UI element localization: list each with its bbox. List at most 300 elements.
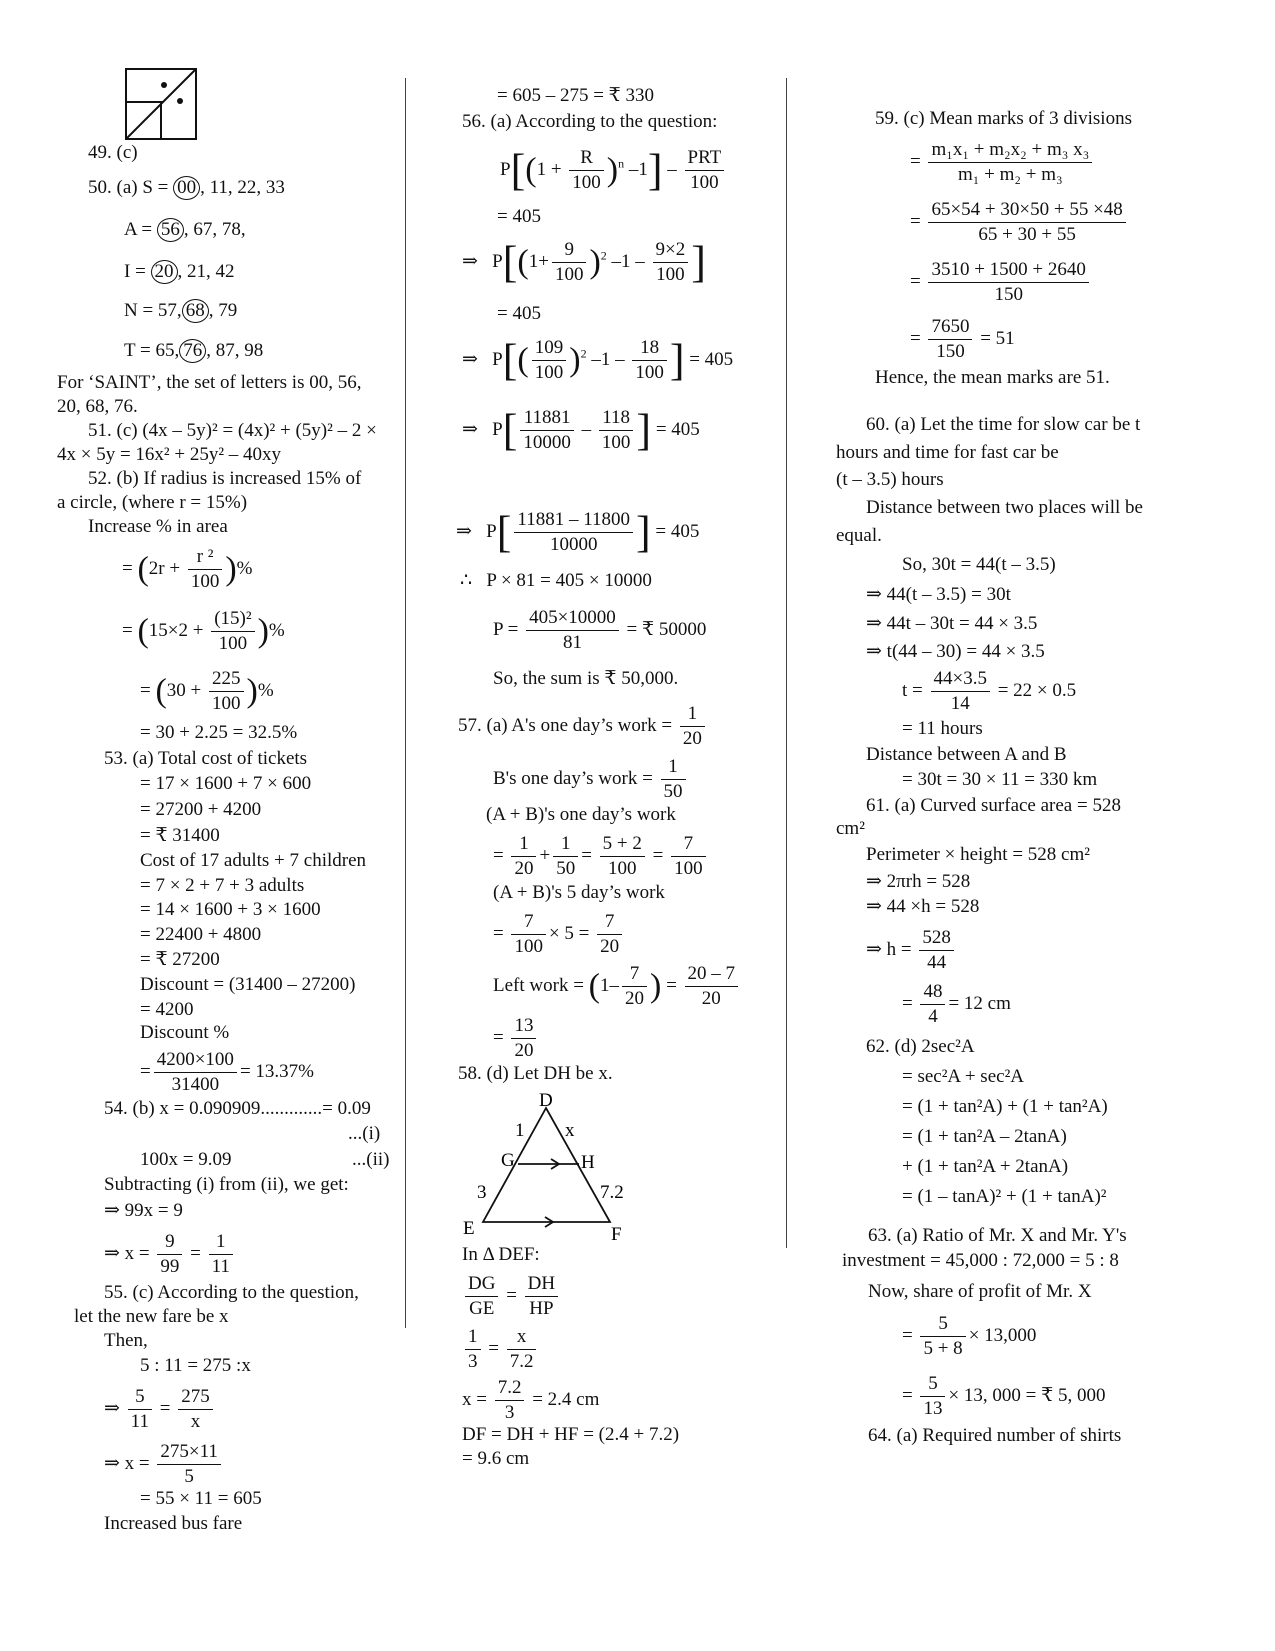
label-3: 3 [477, 1182, 487, 1203]
paren-close: ) [569, 341, 581, 379]
numerator: (15)² [211, 607, 254, 632]
denominator: 100 [212, 693, 241, 714]
q58-expr-1: $\frac{DG}{GE}$ = $\frac{DH}{HP}$ [462, 1272, 561, 1321]
paren-open: ( [137, 550, 149, 588]
term: 15×2 + [148, 619, 209, 641]
label-1: 1 [515, 1120, 525, 1141]
denominator: 5 + 8 [923, 1338, 963, 1359]
denominator: 7.2 [509, 1351, 534, 1372]
q58-expr-2: $\frac{1}{3}$ = $\frac{x}{7.2}$ [462, 1325, 539, 1374]
denominator: 100 [218, 633, 248, 654]
fraction [680, 702, 705, 751]
denominator: 5 [184, 1466, 194, 1487]
q57-line-3: (A + B)'s one day’s work [486, 804, 676, 825]
fraction [920, 1372, 945, 1421]
q59-expr-1: = $\frac{\text{m₁x₁ + m₂x₂ + m₃ x₃}}{\text{m₁ + m₂ + m₃}}$ [910, 138, 1095, 187]
numerator: 1 [209, 1230, 233, 1255]
q51-line-2: 4x × 5y = 16x² + 25y² – 40xy [57, 444, 282, 465]
percent: % [236, 557, 253, 579]
q50-line-s [88, 176, 285, 200]
numerator: PRT [685, 146, 725, 171]
numerator: 5 [920, 1312, 965, 1337]
q53-discount-expr [140, 1048, 314, 1097]
q60-line-7: ⇒ 44(t – 3.5) = 30t [866, 584, 1011, 605]
q64-line-1: 64. (a) Required number of shirts [868, 1425, 1122, 1446]
q62-line-4: = (1 + tan²A – 2tanA) [902, 1126, 1067, 1147]
numerator: 7.2 [495, 1376, 525, 1401]
saint-line-1: For ‘SAINT’, the set of letters is 00, 56, [57, 372, 362, 393]
denominator: 100 [656, 264, 685, 285]
q57-expr-3: Left work = (1– $\frac{7}{20}$ ) = $\frac{20 - 7}{20}$ [493, 962, 741, 1011]
numerator: 13 [511, 1014, 536, 1039]
q58-line-2: In Δ DEF: [462, 1244, 540, 1265]
fraction [622, 962, 647, 1011]
numerator: r ² [188, 545, 223, 570]
denominator: m₁ + m₂ + m₃ [958, 164, 1063, 185]
numerator: 9×2 [653, 238, 689, 263]
numerator: 5 [920, 1372, 945, 1397]
percent: % [268, 619, 285, 641]
label-e: E [463, 1218, 475, 1239]
q59-expr-4: = $\frac{7650}{150}$ = 51 [910, 316, 1015, 362]
q57-a-work: 57. (a) A's one day’s work = [458, 714, 677, 736]
q56-sum: So, the sum is ₹ 50,000. [493, 668, 679, 689]
bracket-open: [ [502, 405, 518, 455]
q56-expr-1: P[(1 + $\frac{R}{100}$ )$^n$ –1] – $\frac{\text{PRT}}{100}$ [500, 146, 727, 195]
q53-line-1: 53. (a) Total cost of tickets [104, 748, 308, 769]
q50-n-rest: , 79 [208, 300, 238, 321]
numerator: 1 [511, 832, 536, 857]
therefore-icon: ∴ [460, 570, 487, 591]
q53-line-12: Discount % [140, 1022, 230, 1043]
q59-expr-3: = $\frac{3510 + 1500 + 2640}{150}$ [910, 258, 1092, 307]
q53-line-2: = 17 × 1600 + 7 × 600 [140, 773, 312, 794]
q61-line-1: 61. (a) Curved surface area = 528 [866, 795, 1121, 816]
q57-expr-4: = $\frac{13}{20}$ [493, 1014, 539, 1063]
numerator: 48 [920, 980, 945, 1005]
q62-line-3: = (1 + tan²A) + (1 + tan²A) [902, 1096, 1108, 1117]
bracket-close: ] [647, 145, 663, 195]
q53-line-6: = 7 × 2 + 7 + 3 adults [140, 875, 305, 896]
q54-line-6: ⇒ 99x = 9 [104, 1200, 183, 1221]
denominator: GE [469, 1298, 495, 1319]
q58-expr-3: x = $\frac{7.2}{3}$ = 2.4 cm [462, 1377, 600, 1423]
q51-line-1: 51. (c) (4x – 5y)² = (4x)² + (5y)² – 2 × [88, 420, 377, 441]
implies: ⇒ [462, 418, 483, 440]
denominator: 100 [608, 858, 637, 879]
numerator: DG [465, 1272, 498, 1297]
paren-close: ) [589, 243, 601, 281]
fraction [188, 545, 223, 594]
denominator: 3 [468, 1351, 478, 1372]
paren-open: ( [525, 151, 537, 189]
circled-20: 20 [151, 260, 178, 284]
q55-continued: = 605 – 275 = ₹ 330 [497, 85, 655, 106]
q56-expr-2: ⇒ P[(1+ $\frac{9}{100}$ )$^2$ –1 – $\frac{9\times 2}{100}$ ] [462, 237, 706, 287]
fraction [211, 607, 254, 656]
denominator: 3 [504, 1402, 515, 1423]
fraction [157, 1230, 182, 1279]
bracket-close: ] [669, 335, 685, 385]
q53-line-7: = 14 × 1600 + 3 × 1600 [140, 899, 321, 920]
fraction [632, 336, 667, 385]
q56-line-1: 56. (a) According to the question: [462, 111, 718, 132]
label-h: H [581, 1152, 595, 1173]
q62-line-2: = sec²A + sec²A [902, 1066, 1024, 1087]
fraction [920, 980, 945, 1029]
q60-line-11: Distance between A and B [866, 744, 1067, 765]
paren-close: ) [606, 151, 619, 189]
q56-p81: P × 81 = 405 × 10000 [486, 570, 652, 591]
label-7-2: 7.2 [600, 1182, 624, 1203]
fraction [465, 1325, 481, 1374]
numerator: 11881 – 11800 [514, 508, 633, 533]
q50-a-rest: , 67, 78, [183, 219, 246, 240]
q50-i-label: I = [124, 261, 151, 282]
denominator: 14 [950, 693, 970, 714]
bracket-open: [ [502, 237, 518, 287]
q54-line-5: Subtracting (i) from (ii), we get: [104, 1174, 349, 1195]
q57-b-work: B's one day’s work = [493, 767, 658, 789]
fraction [671, 832, 706, 881]
denominator: 20 [701, 988, 721, 1009]
denominator: 20 [600, 936, 620, 957]
numerator: 7 [511, 910, 546, 935]
fraction [928, 138, 1092, 187]
fraction [928, 258, 1088, 307]
left-work: Left work = [493, 974, 589, 996]
fraction [685, 146, 725, 195]
q52-line-2: a circle, (where r = 15%) [57, 492, 248, 513]
triangle-def-diagram [455, 1088, 645, 1248]
q56-line-405-b: = 405 [497, 303, 541, 324]
q63-line-3: Now, share of profit of Mr. X [868, 1281, 1092, 1302]
numerator: 225 [209, 667, 244, 692]
q54-line-3: 100x = 9.09 [140, 1149, 232, 1170]
q50-line-n [124, 299, 237, 323]
numerator: 275×11 [157, 1440, 221, 1465]
q57-line-2 [493, 755, 689, 804]
q56-line-405-a: = 405 [497, 206, 541, 227]
paren-close: ) [225, 550, 237, 588]
numerator: 44×3.5 [931, 667, 990, 692]
q62-line-6: = (1 – tanA)² + (1 + tanA)² [902, 1186, 1107, 1207]
fraction [465, 1272, 498, 1321]
fraction [128, 1385, 152, 1434]
q50-a-label: A = [124, 219, 157, 240]
result: = 51 [980, 327, 1015, 349]
equals: = [140, 1060, 151, 1082]
denominator: 100 [690, 172, 719, 193]
q59-line-2: Hence, the mean marks are 51. [875, 367, 1110, 388]
q55-line-5: ⇒ $\frac{5}{11}$ = $\frac{275}{x}$ [104, 1385, 216, 1434]
q56-line-therefore [460, 570, 652, 592]
q50-n-label: N = 57, [124, 300, 182, 321]
paren-open: ( [155, 672, 167, 710]
denominator: 11 [211, 1256, 230, 1277]
numerator: 3510 + 1500 + 2640 [928, 258, 1088, 283]
denominator: 150 [994, 284, 1023, 305]
numerator: 528 [919, 926, 954, 951]
q53-line-8: = 22400 + 4800 [140, 924, 262, 945]
bracket-open: [ [502, 335, 518, 385]
q59-expr-2: = $\frac{65\times 54 + 30\times 50 + 55 \times 48}{65 + 30 + 55}$ [910, 198, 1129, 247]
fraction [928, 315, 972, 364]
denominator: 100 [674, 858, 703, 879]
numerator: 7 [622, 962, 647, 987]
q58-line-4: = 9.6 cm [462, 1448, 530, 1469]
paren-close: ) [650, 967, 662, 1005]
numerator: 109 [532, 336, 567, 361]
denominator: 10000 [549, 534, 598, 555]
denominator: 20 [625, 988, 644, 1009]
q63-expr-2: = $\frac{5}{13}$ × 13, 000 = ₹ 5, 000 [902, 1373, 1106, 1419]
denominator: 44 [927, 952, 947, 973]
q61-line-4: ⇒ 2πrh = 528 [866, 871, 971, 892]
times: × 13, 000 = ₹ 5, 000 [948, 1384, 1106, 1406]
denominator: 100 [635, 362, 664, 383]
q52-expr-3 [140, 667, 274, 716]
fraction [520, 406, 574, 455]
denominator: 50 [556, 858, 576, 879]
q56-expr-6: P = $\frac{405\times 10000}{81}$ = ₹ 50000 [493, 607, 707, 653]
denominator: 100 [601, 432, 631, 453]
denominator: 50 [663, 781, 683, 802]
q62-line-1: 62. (d) 2sec²A [866, 1036, 975, 1057]
numerator: 20 – 7 [685, 962, 739, 987]
denominator: HP [529, 1298, 554, 1319]
numerator: 18 [632, 336, 667, 361]
figure-49-dot-right [177, 98, 183, 104]
implies: ⇒ [104, 1397, 125, 1419]
q57-expr-2: = $\frac{7}{100}$ × 5 = $\frac{7}{20}$ [493, 910, 625, 959]
fraction [920, 1312, 965, 1361]
fraction [597, 910, 622, 959]
exponent: 2 [600, 248, 607, 263]
numerator: 9 [157, 1230, 182, 1255]
q55-line-7: = 55 × 11 = 605 [140, 1488, 262, 1509]
label-d: D [539, 1090, 553, 1111]
equals: = [140, 679, 156, 701]
q59-line-1: 59. (c) Mean marks of 3 divisions [875, 108, 1132, 129]
circled-76: 76 [179, 339, 206, 363]
q56-expr-3: ⇒ P[( $\frac{109}{100}$ )$^2$ –1 – $\frac{18}{100}$ ] = 405 [462, 335, 734, 385]
denominator: 100 [190, 571, 220, 592]
fraction [154, 1048, 237, 1097]
fraction [928, 198, 1125, 247]
column-divider-left [405, 78, 406, 1328]
fraction [511, 832, 536, 881]
denominator: 11 [130, 1411, 149, 1432]
fraction [209, 667, 244, 716]
q50-line-a [124, 218, 246, 242]
term: 30 + [166, 679, 207, 701]
fraction [532, 336, 567, 385]
q58-line-3: DF = DH + HF = (2.4 + 7.2) [462, 1424, 680, 1445]
denominator: 20 [682, 728, 702, 749]
fraction [495, 1376, 525, 1425]
bracket-open: [ [496, 507, 512, 557]
fraction [600, 832, 645, 881]
exponent: n [618, 156, 625, 171]
q60-line-8: ⇒ 44t – 30t = 44 × 3.5 [866, 613, 1038, 634]
label-g: G [501, 1150, 515, 1171]
q53-line-9: = ₹ 27200 [140, 949, 220, 970]
q50-s-rest: , 11, 22, 33 [200, 177, 285, 198]
denominator: 81 [562, 632, 582, 653]
q54-line-7: ⇒ x = $\frac{9}{99}$ = $\frac{1}{11}$ [104, 1230, 236, 1279]
q61-line-2: cm² [836, 818, 865, 839]
q63-expr-1: = $\frac{5}{5 + 8}$ × 13,000 [902, 1313, 1037, 1359]
numerator: x [507, 1325, 537, 1350]
denominator: 4 [928, 1006, 938, 1027]
numerator: 405×10000 [526, 606, 619, 631]
column-divider-right [786, 78, 787, 1248]
fraction [931, 667, 990, 716]
numerator: 275 [178, 1385, 213, 1410]
denominator: 10000 [523, 432, 571, 453]
equals: = [122, 619, 138, 641]
q61-line-5: ⇒ 44 ×h = 528 [866, 896, 980, 917]
q60-line-4: Distance between two places will be [866, 497, 1143, 518]
result: = 405 [655, 418, 700, 440]
numerator: 1 [553, 832, 578, 857]
saint-line-2: 20, 68, 76. [57, 396, 138, 417]
numerator: m₁x₁ + m₂x₂ + m₃ x₃ [928, 138, 1092, 163]
q49-answer: 49. (c) [88, 142, 138, 163]
paren-close: ) [257, 612, 269, 650]
result: = 2.4 cm [532, 1388, 600, 1410]
implies: ⇒ x = [104, 1242, 155, 1264]
fraction [569, 146, 604, 195]
p: P [500, 158, 511, 180]
figure-49-dot-top [161, 82, 167, 88]
q57-line-1 [458, 702, 708, 751]
numerator: 65×54 + 30×50 + 55 ×48 [928, 198, 1125, 223]
label-x: x [565, 1120, 575, 1141]
q63-line-2: investment = 45,000 : 72,000 = 5 : 8 [842, 1250, 1119, 1271]
q61-expr-h: ⇒ h = $\frac{528}{44}$ [866, 926, 957, 975]
times: × 13,000 [968, 1324, 1037, 1346]
implies: ⇒ x = [104, 1452, 155, 1474]
numerator: 1 [465, 1325, 481, 1350]
fraction [919, 926, 954, 975]
q55-line-8: Increased bus fare [104, 1513, 243, 1534]
result: = 405 [655, 520, 700, 542]
numerator: DH [525, 1272, 558, 1297]
numerator: 4200×100 [154, 1048, 237, 1073]
q50-line-i [124, 260, 235, 284]
result: = 405 [689, 348, 734, 370]
figure-49-diagram [124, 66, 198, 140]
q50-t-label: T = 65, [124, 340, 180, 361]
numerator: 1 [661, 755, 686, 780]
numerator: 5 [128, 1385, 152, 1410]
numerator: 5 + 2 [600, 832, 645, 857]
q52-expr-1 [122, 545, 253, 594]
denominator: 99 [160, 1256, 180, 1277]
q56-expr-4: ⇒ P[ $\frac{11881}{10000}$ – $\frac{118}{100}$ ] = 405 [462, 405, 700, 455]
q57-expr-1: = $\frac{1}{20}$ + $\frac{1}{50}$ = $\frac{5 + 2}{100}$ = $\frac{7}{100}$ [493, 832, 709, 881]
fraction [507, 1325, 537, 1374]
circled-56: 56 [157, 218, 184, 242]
label-f: F [611, 1224, 622, 1245]
q60-line-5: equal. [836, 525, 882, 546]
numerator: 7 [671, 832, 706, 857]
q52-result: = 30 + 2.25 = 32.5% [140, 722, 298, 743]
q60-line-9: ⇒ t(44 – 30) = 44 × 3.5 [866, 641, 1045, 662]
bracket-open: [ [510, 145, 526, 195]
q54-line-2: ...(i) [348, 1123, 381, 1144]
denominator: 65 + 30 + 55 [978, 224, 1076, 245]
numerator: R [569, 146, 604, 171]
numerator: 7650 [928, 315, 972, 340]
term: 2r + [148, 557, 185, 579]
fraction [511, 1014, 536, 1063]
numerator: 11881 [520, 406, 574, 431]
q53-line-5: Cost of 17 adults + 7 children [140, 850, 367, 871]
q54-line-4: ...(ii) [352, 1149, 390, 1170]
paren-open: ( [588, 967, 600, 1005]
q52-line-3: Increase % in area [88, 516, 228, 537]
numerator: 1 [680, 702, 705, 727]
q60-expr-t: t = $\frac{44\times 3.5}{14}$ = 22 × 0.5 [902, 668, 1077, 714]
denominator: 20 [514, 1040, 534, 1061]
fraction [525, 1272, 558, 1321]
numerator: 9 [552, 238, 587, 263]
fraction [661, 755, 686, 804]
q52-expr-2 [122, 607, 285, 656]
result: = 12 cm [948, 992, 1011, 1014]
implies: ⇒ [462, 250, 483, 272]
denominator: 13 [923, 1398, 943, 1419]
fraction [685, 962, 739, 1011]
equals: = [122, 557, 138, 579]
denominator: 31400 [171, 1074, 220, 1095]
paren-open: ( [137, 612, 149, 650]
q61-line-3: Perimeter × height = 528 cm² [866, 844, 1090, 865]
denominator: 100 [554, 264, 584, 285]
bracket-close: ] [636, 405, 652, 455]
q60-line-2: hours and time for fast car be [836, 442, 1059, 463]
q53-line-3: = 27200 + 4200 [140, 799, 262, 820]
q50-t-rest: , 87, 98 [206, 340, 264, 361]
fraction [511, 910, 546, 959]
q52-line-1: 52. (b) If radius is increased 15% of [88, 468, 362, 489]
denominator: 150 [936, 341, 965, 362]
paren-open: ( [517, 243, 529, 281]
result: = ₹ 50000 [626, 618, 707, 640]
q55-line-2: let the new fare be x [74, 1306, 229, 1327]
q50-line-t [124, 339, 263, 363]
q60-line-6: So, 30t = 44(t – 3.5) [902, 554, 1056, 575]
q60-line-3: (t – 3.5) hours [836, 469, 944, 490]
numerator: 7 [597, 910, 622, 935]
q50-i-rest: , 21, 42 [177, 261, 235, 282]
implies: ⇒ [462, 348, 483, 370]
q57-line-4: (A + B)'s 5 day’s work [493, 882, 665, 903]
fraction [653, 238, 689, 287]
fraction [209, 1230, 233, 1279]
denominator: x [190, 1411, 201, 1432]
denominator: 20 [514, 858, 534, 879]
times-5: × 5 = [548, 922, 595, 944]
fraction [178, 1385, 213, 1434]
fraction [552, 238, 587, 287]
circled-00: 00 [173, 176, 200, 200]
percent: % [257, 679, 274, 701]
q53-line-4: = ₹ 31400 [140, 825, 220, 846]
